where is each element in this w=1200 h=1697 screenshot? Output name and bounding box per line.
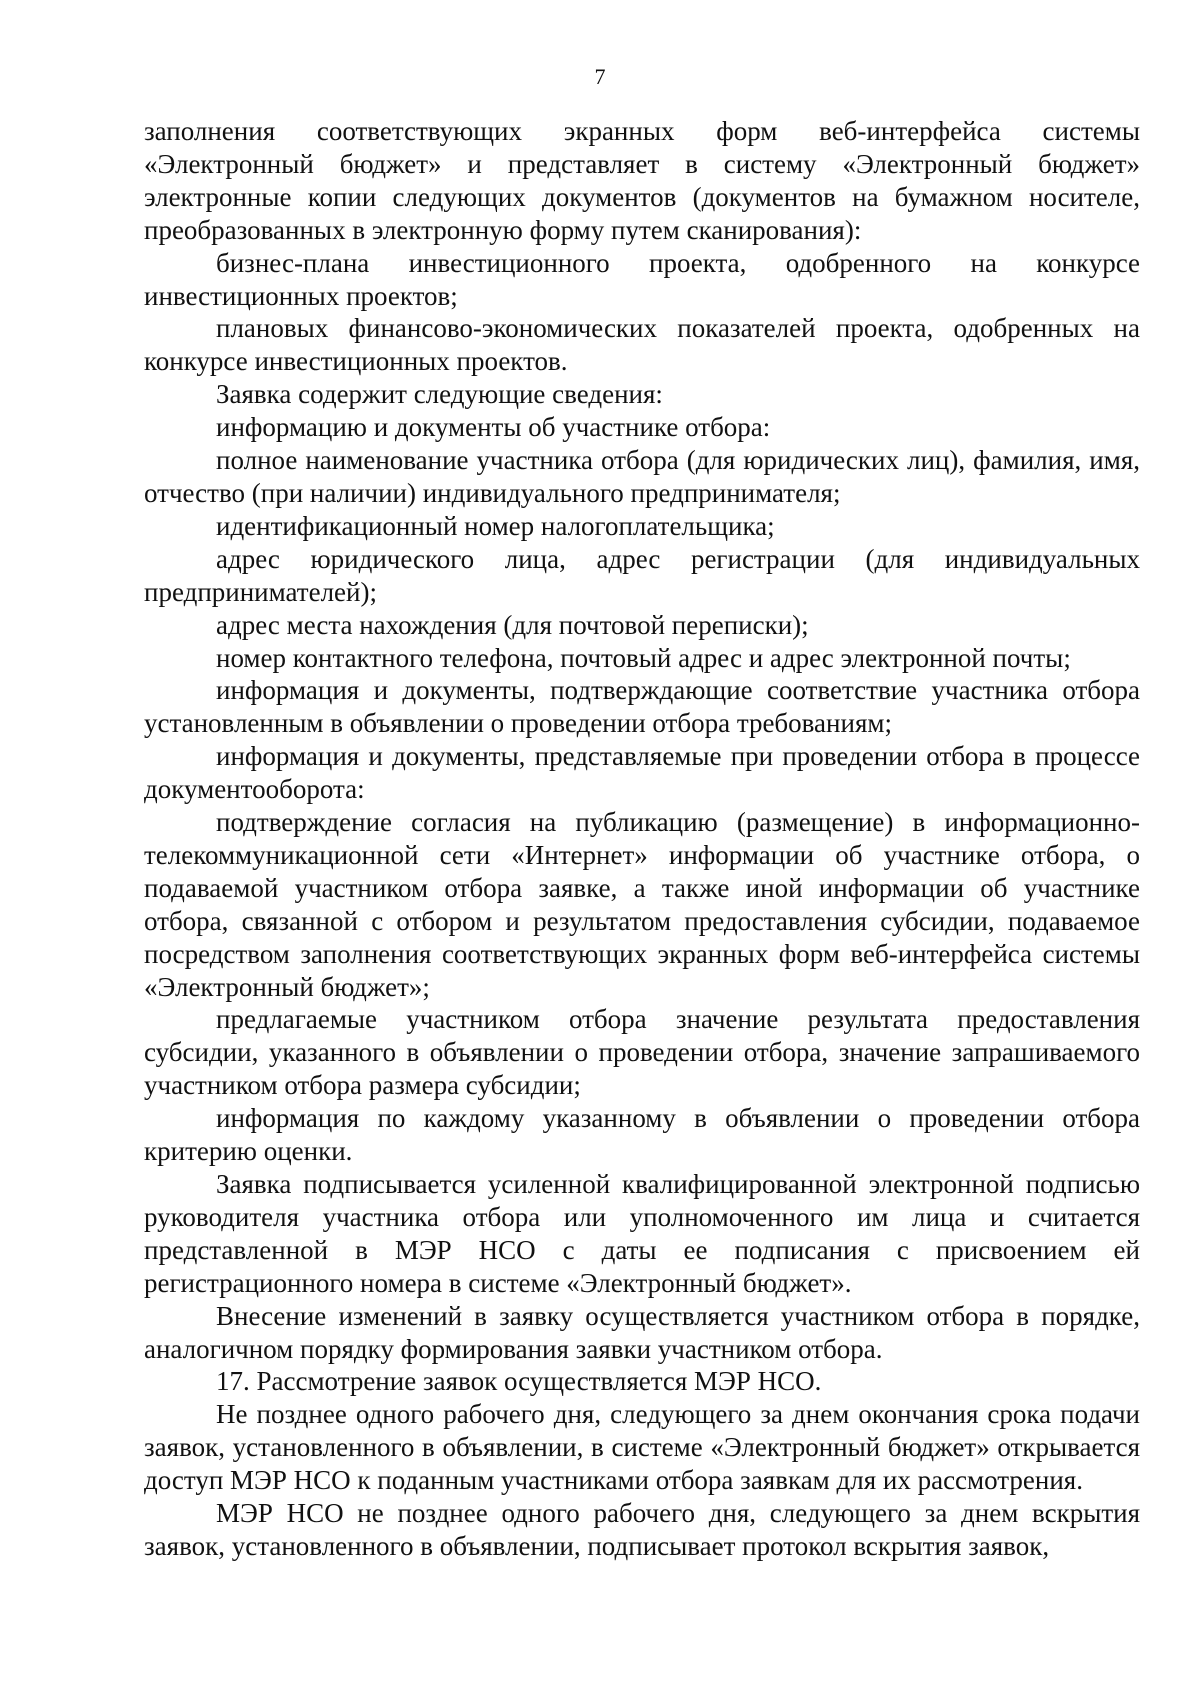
paragraph: заполнения соответствующих экранных форм веб-интерфейса системы «Электронный бюджет» и представляет в систему «Электронный бюджет» электронные копии следующих документов (документов на бумажном носителе, преобразованных в электронную форму путем сканирования): bbox=[144, 116, 1140, 245]
paragraph: Заявка содержит следующие сведения: bbox=[216, 379, 663, 410]
page-number: 7 bbox=[594, 64, 606, 89]
paragraph: идентификационный номер налогоплательщика; bbox=[216, 510, 775, 541]
paragraph: Не позднее одного рабочего дня, следующего за днем окончания срока подачи заявок, установленного в объявлении, в системе «Электронный бюджет» открывается доступ МЭР НСО к поданным участниками отбора заявкам для их рассмотрения. bbox=[144, 1399, 1140, 1496]
paragraph: подтверждение согласия на публикацию (размещение) в информационно-телекоммуникационной сети «Интернет» информации об участнике отбора, о подаваемой участником отбора заявке, а также иной информации об участнике отбора, связанной с отбором и результатом предоставления субсидии, подаваемое посредством заполнения соответствующих экранных форм веб-интерфейса системы «Электронный бюджет»; bbox=[144, 807, 1140, 1002]
paragraph: Заявка подписывается усиленной квалифицированной электронной подписью руководителя участника отбора или уполномоченного им лица и считается представленной в МЭР НСО с даты ее подписания с присвоением ей регистрационного номера в системе «Электронный бюджет». bbox=[144, 1169, 1140, 1298]
paragraph: адрес юридического лица, адрес регистрации (для индивидуальных предпринимателей); bbox=[144, 543, 1140, 607]
paragraph: адрес места нахождения (для почтовой переписки); bbox=[216, 609, 809, 640]
document-body bbox=[144, 115, 1140, 1563]
paragraph: полное наименование участника отбора (для юридических лиц), фамилия, имя, отчество (при наличии) индивидуального предпринимателя; bbox=[144, 445, 1140, 508]
paragraph: информация и документы, представляемые при проведении отбора в процессе документооборота: bbox=[144, 741, 1140, 805]
paragraph: плановых финансово-экономических показателей проекта, одобренных на конкурсе инвестиционных проектов. bbox=[144, 313, 1140, 377]
paragraph: информацию и документы об участнике отбора: bbox=[216, 412, 771, 443]
paragraph: МЭР НСО не позднее одного рабочего дня, следующего за днем вскрытия заявок, установленного в объявлении, подписывает протокол вскрытия заявок, bbox=[144, 1498, 1140, 1561]
paragraph: предлагаемые участником отбора значение результата предоставления субсидии, указанного в объявлении о проведении отбора, значение запрашиваемого участником отбора размера субсидии; bbox=[144, 1004, 1140, 1101]
paragraph: информация и документы, подтверждающие соответствие участника отбора установленным в объявлении о проведении отбора требованиям; bbox=[144, 675, 1140, 739]
paragraph: Внесение изменений в заявку осуществляется участником отбора в порядке, аналогичном порядку формирования заявки участником отбора. bbox=[144, 1300, 1140, 1364]
paragraph: номер контактного телефона, почтовый адрес и адрес электронной почты; bbox=[216, 642, 1071, 673]
paragraph: информация по каждому указанному в объявлении о проведении отбора критерию оценки. bbox=[144, 1103, 1140, 1167]
paragraph: бизнес-плана инвестиционного проекта, одобренного на конкурсе инвестиционных проектов; bbox=[144, 247, 1140, 311]
paragraph: 17. Рассмотрение заявок осуществляется МЭР НСО. bbox=[216, 1366, 822, 1397]
